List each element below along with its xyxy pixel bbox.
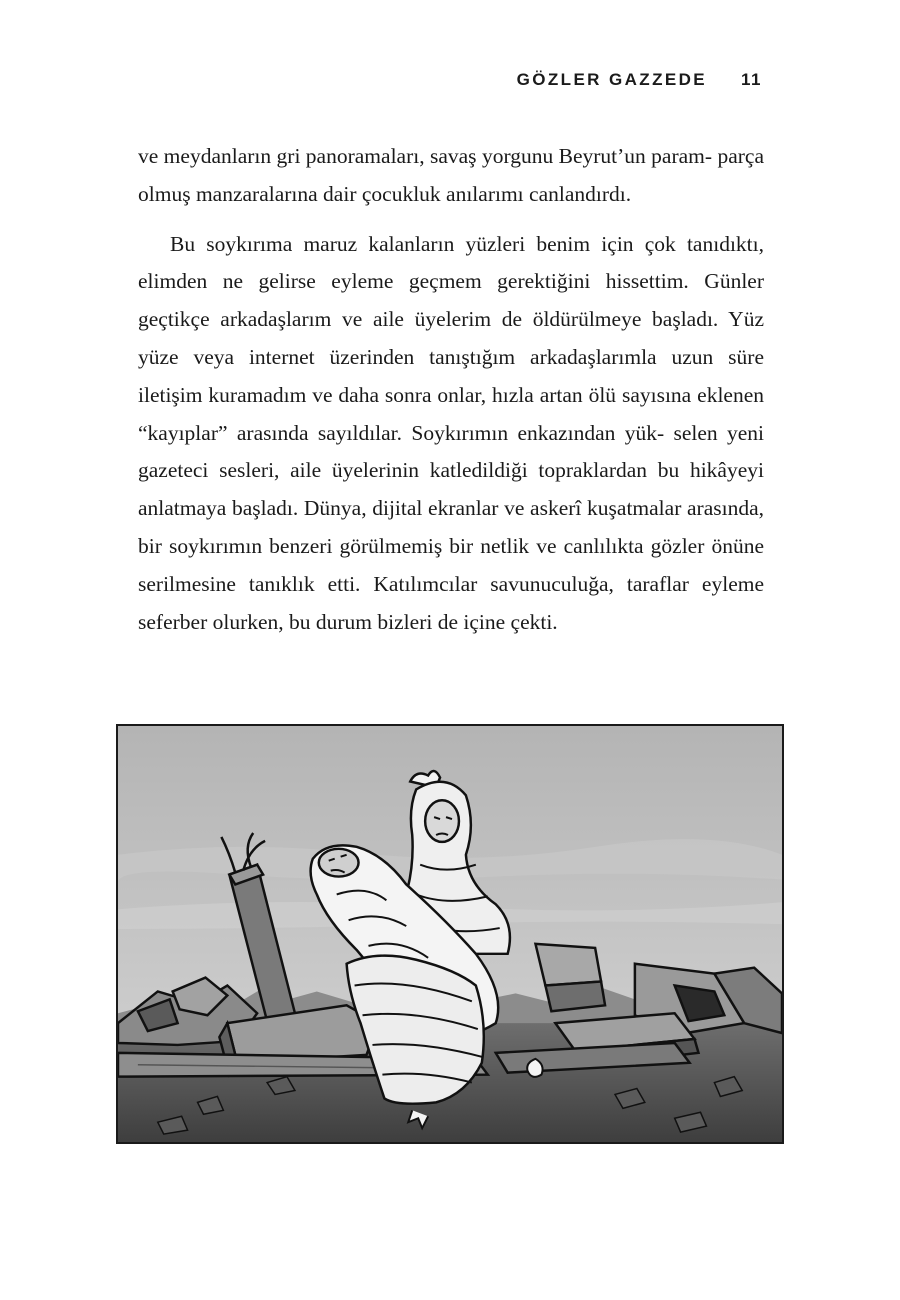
paragraph <box>138 226 764 642</box>
text-line: de içine çekti. <box>437 609 558 634</box>
text-line: kuşatmalar arasında, bir soykırımın benzeri görülmemiş bir netlik <box>138 496 765 558</box>
text-line: iletişim kuramadım ve daha sonra onlar, hızla artan ölü sayısına <box>138 382 692 407</box>
text-line: ve canlılıkta gözler önüne serilmesine tanıklık etti. Katılımcılar <box>138 533 764 596</box>
page-number: 11 <box>741 70 762 89</box>
text-line: savunuculuğa, taraflar eyleme seferber olurken, bu durum bizleri <box>138 571 764 634</box>
text-line: eklenen “kayıplar” arasında sayıldılar. Soykırımın enkazından yük- <box>138 382 765 445</box>
running-title: GÖZLER GAZZEDE <box>516 70 708 89</box>
body-text <box>138 138 764 641</box>
rubble-scene-drawing <box>118 726 782 1142</box>
text-line: parça olmuş manzaralarına dair çocukluk anılarımı canlandırdı. <box>138 144 764 206</box>
text-line: selen yeni gazeteci sesleri, aile üyelerinin katledildiği topraklardan <box>138 420 764 483</box>
running-head <box>517 70 762 90</box>
text-line: geçtikçe arkadaşlarım ve aile üyelerim de öldürülmeye başladı. Yüz <box>138 307 764 332</box>
illustration <box>116 724 784 1144</box>
text-line: yüze veya internet üzerinden tanıştığım arkadaşlarımla uzun süre <box>138 344 764 369</box>
text-line: Bu soykırıma maruz kalanların yüzleri benim için çok tanıdıktı, <box>170 231 764 256</box>
paragraph-continued <box>138 138 764 214</box>
text-line: bu hikâyeyi anlatmaya başladı. Dünya, dijital ekranlar ve askerî <box>138 458 764 521</box>
text-line: ve meydanların gri panoramaları, savaş yorgunu Beyrut’un param- <box>138 144 713 168</box>
text-line: elimden ne gelirse eyleme geçmem gerektiğini hissettim. Günler <box>138 269 764 294</box>
